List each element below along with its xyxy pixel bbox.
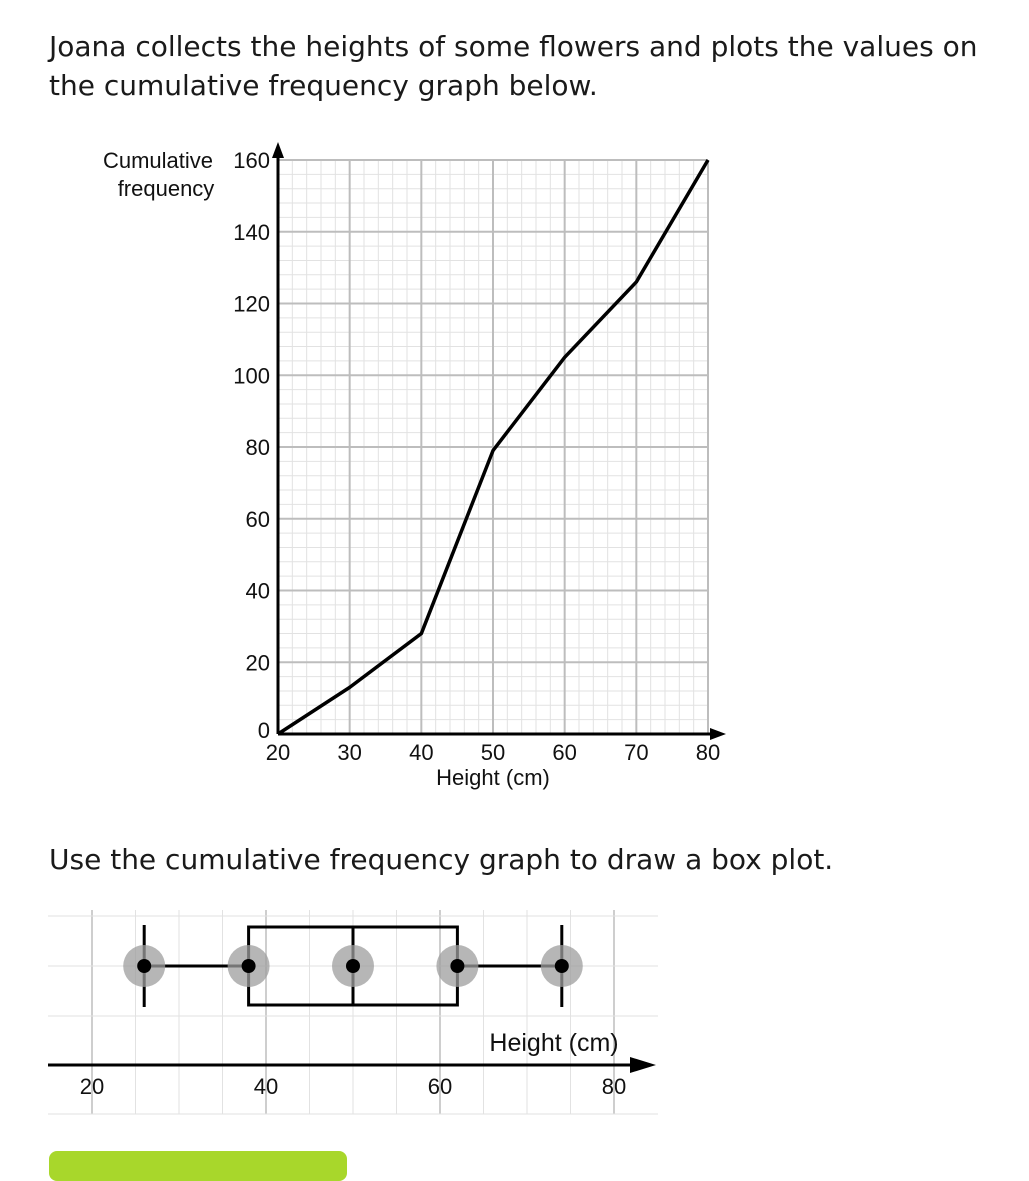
cf-x-tick-label: 50 (480, 740, 506, 765)
cf-y-tick-label: 0 (257, 718, 270, 743)
bp-point-q3 (450, 959, 464, 973)
cf-y-tick-label: 120 (233, 291, 270, 317)
cf-x-tick-label: 60 (552, 740, 577, 765)
cf-x-tick-label: 70 (624, 740, 649, 765)
bp-point-max (555, 959, 569, 973)
cf-y-tick-label: 160 (233, 148, 270, 173)
cf-ylabel-line2: frequency (117, 176, 215, 201)
bp-box-group[interactable] (123, 925, 583, 1007)
check-answer-button[interactable] (49, 1151, 347, 1181)
bp-x-tick-label: 80 (601, 1074, 627, 1099)
cf-y-tick-label: 100 (233, 363, 270, 389)
cf-y-tick-label: 20 (245, 650, 270, 676)
question-intro: Joana collects the heights of some flowers and plots the values on the cumulative frequency graph below. (49, 30, 978, 102)
cf-y-tick-label: 40 (245, 578, 270, 604)
bp-x-axis-arrow (630, 1057, 656, 1073)
bp-x-tick-label: 60 (427, 1074, 453, 1099)
bp-point-q1 (242, 959, 256, 973)
cf-x-tick-label: 20 (265, 740, 291, 765)
cf-xlabel: Height (cm) (436, 765, 550, 790)
cf-x-tick-label: 40 (409, 740, 434, 765)
cf-y-tick-label: 140 (233, 219, 270, 245)
cf-y-tick-label: 80 (245, 435, 270, 460)
bp-point-min (137, 959, 151, 973)
bp-axis (48, 1057, 656, 1073)
bp-point-median (346, 959, 360, 973)
question-instruction: Use the cumulative frequency graph to draw a box plot. (49, 843, 834, 876)
bp-xlabel: Height (cm) (489, 1029, 619, 1057)
cf-x-tick-label: 80 (695, 740, 721, 765)
cf-ylabel-line1: Cumulative (102, 148, 214, 173)
bp-x-tick-label: 20 (79, 1074, 105, 1099)
cf-x-tick-label: 30 (337, 740, 362, 765)
bp-x-tick-label: 40 (253, 1074, 279, 1099)
cf-y-tick-label: 60 (245, 506, 270, 532)
